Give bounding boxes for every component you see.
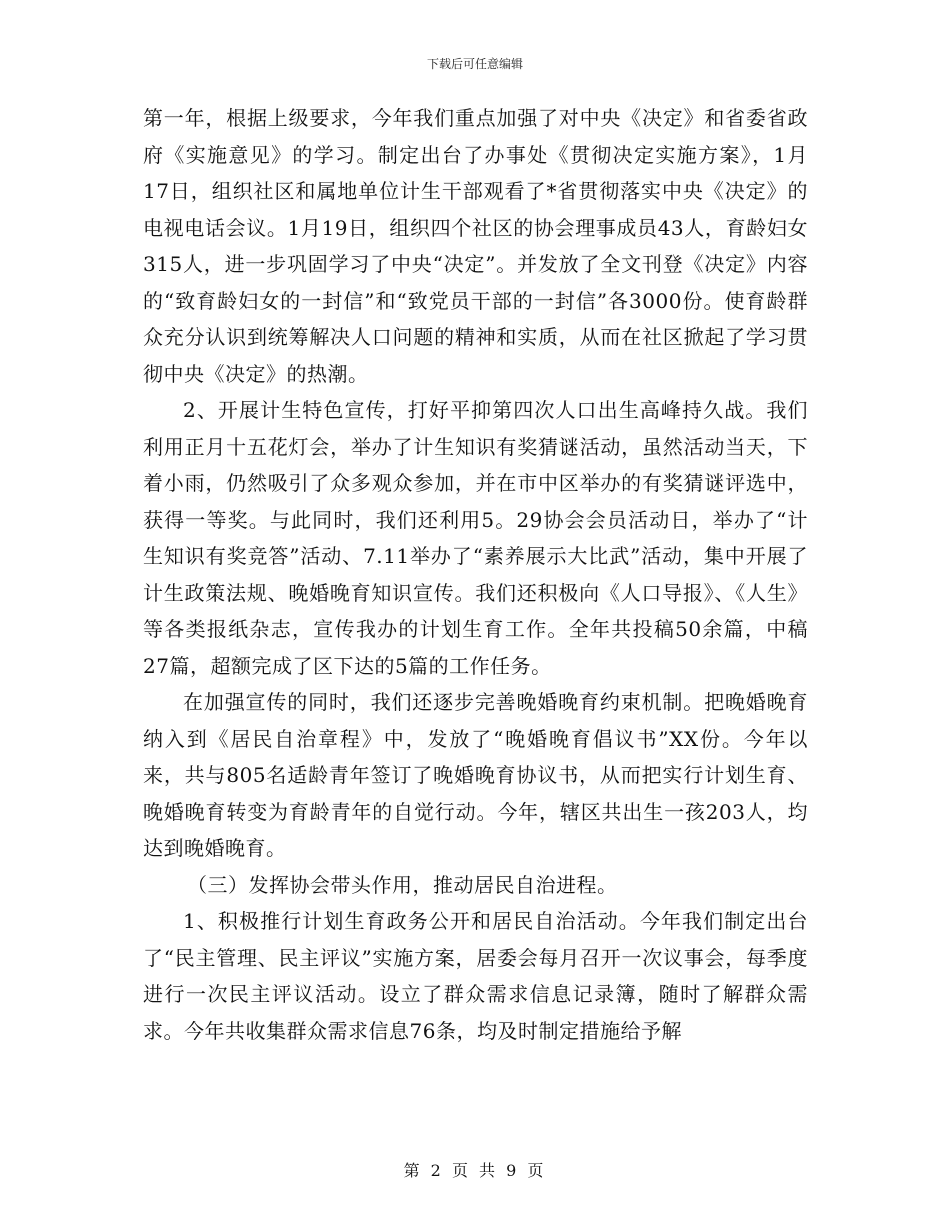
page-number: 第 2 页 共 9 页 — [403, 1161, 547, 1180]
paragraph-1: 第一年，根据上级要求，今年我们重点加强了对中央《决定》和省委省政府《实施意见》的学习。制定出台了办事处《贯彻决定实施方案》，1月17日，组织社区和属地单位计生干部观看了*省贯彻落实中央《决定》的电视电话会议。1月19日，组织四个社区的协会理事成员43人，育龄妇女315人，进一步巩固学习了中央“决定”。并发放了全文刊登《决定》内容的“致育龄妇女的一封信”和“致党员干部的一封信”各3000份。使育龄群众充分认识到统筹解决人口问题的精神和实质，从而在社区掀起了学习贯彻中央《决定》的热潮。 — [143, 106, 808, 386]
page-header-note: 下载后可任意编辑 — [426, 57, 523, 71]
paragraph-4: 1、积极推行计划生育政务公开和居民自治活动。今年我们制定出台了“民主管理、民主评议”实施方案，居委会每月召开一次议事会，每季度进行一次民主评议活动。设立了群众需求信息记录簿，随时了解群众需求。今年共收集群众需求信息76条，均及时制定措施给予解 — [143, 909, 808, 1043]
section-heading: （三）发挥协会带头作用，推动居民自治进程。 — [187, 872, 618, 897]
paragraph-3: 在加强宣传的同时，我们还逐步完善晚婚晚育约束机制。把晚婚晚育纳入到《居民自治章程》中，发放了“晚婚晚育倡议书”XX份。今年以来，共与805名适龄青年签订了晚婚晚育协议书，从而把实行计划生育、晚婚晚育转变为育龄青年的自觉行动。今年，辖区共出生一孩203人，均达到晚婚晚育。 — [143, 690, 808, 860]
document-body — [143, 100, 808, 1049]
paragraph-2: 2、开展计生特色宣传，打好平抑第四次人口出生高峰持久战。我们利用正月十五花灯会，举办了计生知识有奖猜谜活动，虽然活动当天，下着小雨，仍然吸引了众多观众参加，并在市中区举办的有奖猜谜评选中，获得一等奖。与此同时，我们还利用5。29协会会员活动日，举办了“计生知识有奖竞答”活动、7.11举办了“素养展示大比武”活动，集中开展了计生政策法规、晚婚晚育知识宣传。我们还积极向《人口导报》、《人生》等各类报纸杂志，宣传我办的计划生育工作。全年共投稿50余篇，中稿27篇，超额完成了区下达的5篇的工作任务。 — [143, 398, 808, 678]
